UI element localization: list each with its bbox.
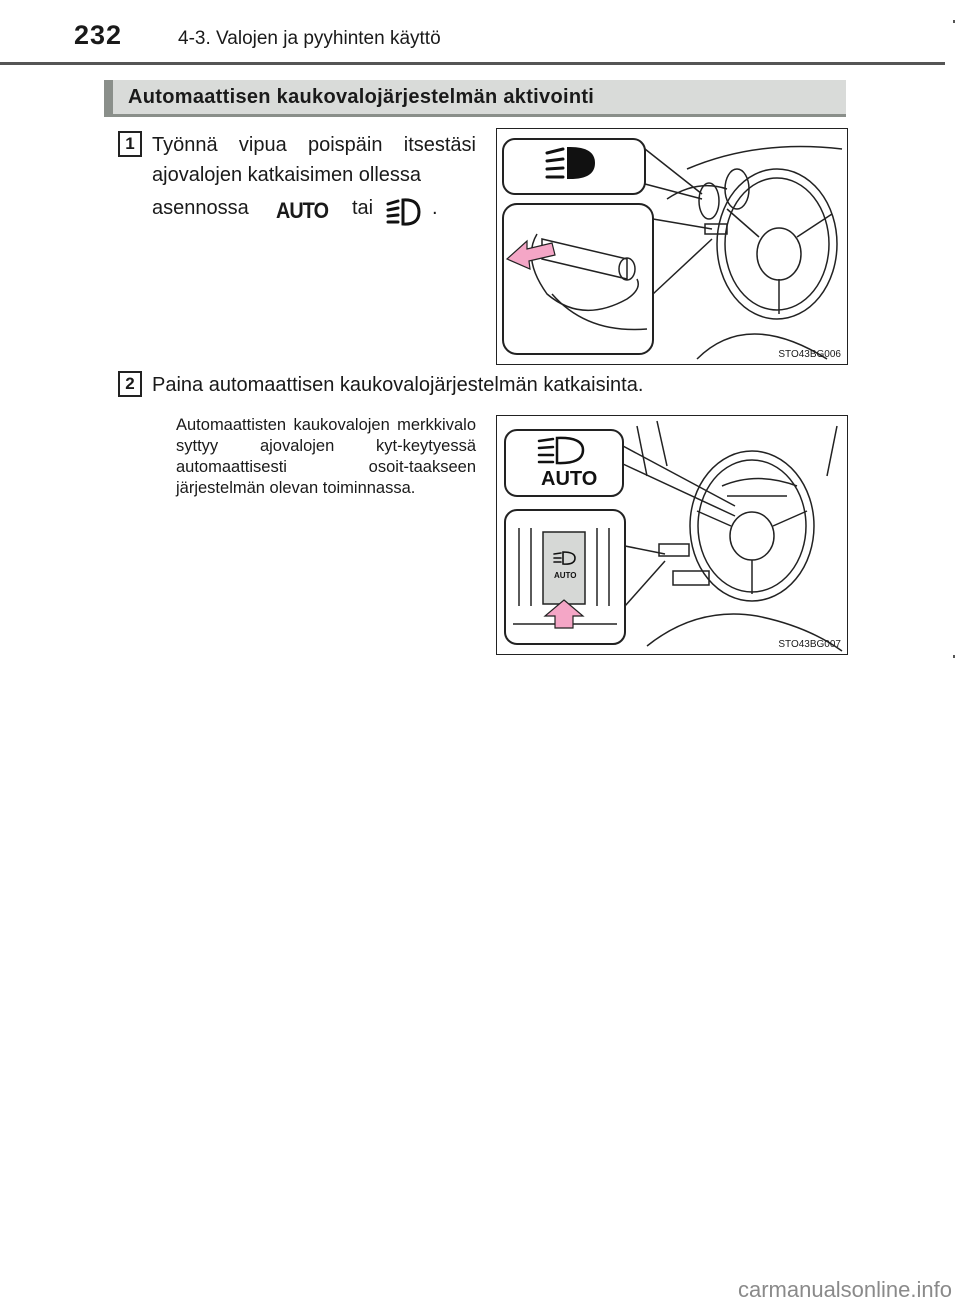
header-rule xyxy=(0,62,945,65)
figure-1-code: STO43BG006 xyxy=(778,349,841,360)
step-1-text-end: asennossa xyxy=(152,197,249,219)
figure-auto-switch xyxy=(496,415,848,655)
page-number: 232 xyxy=(74,20,123,50)
step-1-connector: tai xyxy=(352,197,374,219)
step-2-badge: 2 xyxy=(118,371,142,397)
step-1-badge: 1 xyxy=(118,131,142,157)
edge-tick-top xyxy=(953,20,955,23)
section-header xyxy=(104,80,846,117)
step-1-text: Työnnä vipua poispäin itsestäsi ajovalojen katkaisimen ollessa xyxy=(152,134,476,186)
figure-2-auto-label: AUTO xyxy=(541,468,598,490)
edge-tick-middle xyxy=(953,655,955,658)
step-1-end-period: . xyxy=(432,197,438,219)
step-2-note: Automaattisten kaukovalojen merkkivalo syttyy ajovalojen kyt-keytyessä automaattisesti osoit-taakseen järjestelmän olevan toiminnassa. xyxy=(176,416,476,497)
figure-2-code: STO43BG007 xyxy=(778,639,841,650)
headlight-beam-icon xyxy=(385,195,425,234)
figure-2-auto-small-label: AUTO xyxy=(554,571,577,580)
watermark: carmanualsonline.info xyxy=(737,1277,952,1302)
section-title: Automaattisen kaukovalojärjestelmän aktivointi xyxy=(128,86,595,108)
figure-headlight-lever xyxy=(496,128,848,365)
chapter-title: 4-3. Valojen ja pyyhinten käyttö xyxy=(178,28,441,49)
section-header-bar xyxy=(104,80,113,114)
step-2-text: Paina automaattisen kaukovalojärjestelmän katkaisinta. xyxy=(152,374,644,396)
auto-symbol: AUTO xyxy=(276,198,329,223)
